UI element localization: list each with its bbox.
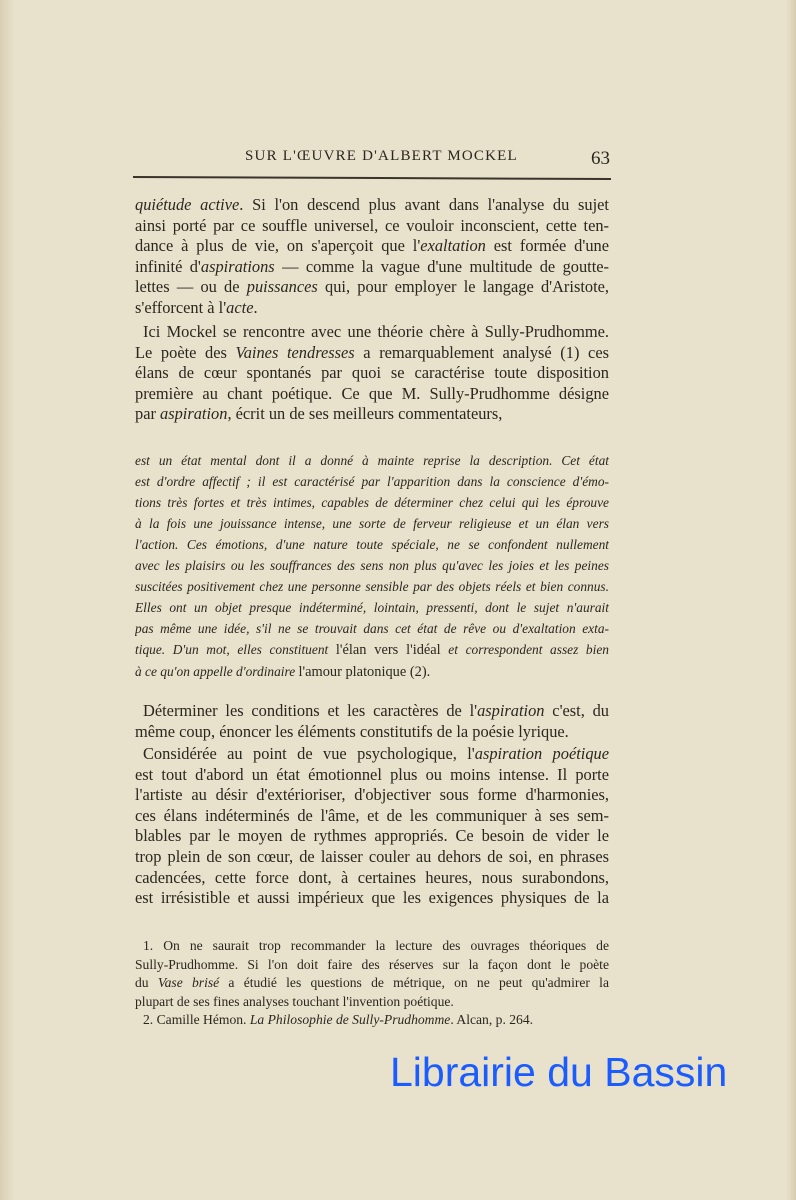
text-line [135, 195, 609, 216]
block-quotation [135, 450, 609, 683]
page-left-edge [0, 0, 14, 1200]
text-run: avec les plaisirs ou les souffrances des sens non plus qu'avec les joies et les peines [135, 558, 609, 573]
watermark-librairie-du-bassin: Librairie du Bassin [390, 1049, 728, 1095]
text-run: — comme la vague d'une multitude de goutte- [274, 256, 609, 276]
text-run: par [135, 404, 161, 424]
text-run: , écrit un de ses meilleurs commentateurs, [227, 404, 503, 424]
italic-text: exaltation [420, 236, 486, 256]
text-line [135, 974, 609, 993]
italic-text: Vaines tendresses [235, 342, 355, 362]
page-number: 63 [591, 148, 610, 169]
text-line [135, 216, 609, 237]
text-run: est un état mental dont il a donné à mainte reprise la description. Cet état [135, 453, 609, 468]
text-run: est tout d'abord un état émotionnel plus ou moins intense. Il porte [135, 764, 609, 784]
footnotes [135, 937, 609, 1030]
text-line [135, 937, 609, 956]
text-line [135, 492, 609, 513]
text-run: 2. Camille Hémon. [143, 1012, 250, 1028]
text-run: plupart de ses fines analyses touchant l'invention poétique. [135, 993, 454, 1009]
text-run: c'est, du [544, 701, 609, 720]
text-line [135, 744, 609, 765]
text-run: Sully-Prudhomme. Si l'on doit faire des réserves sur la façon dont le poète [135, 956, 609, 972]
text-run: première au chant poétique. Ce que M. Sully-Prudhomme désigne [135, 383, 609, 403]
italic-text: aspiration [160, 404, 228, 424]
text-line [135, 257, 609, 278]
text-line [135, 785, 609, 806]
text-run: l'élan vers l'idéal [335, 642, 441, 658]
text-run: Elles ont un objet presque indéterminé, lointain, pressenti, dont le sujet n'aurait [135, 600, 609, 615]
italic-text: Vase brisé [157, 975, 220, 991]
text-run: tique. D'un mot, elles constituent [135, 642, 336, 657]
text-run: cadencées, cette force dont, à certaines heures, nous surabondons, [135, 867, 609, 887]
text-line [135, 513, 609, 534]
text-line [135, 363, 609, 384]
paragraph-3 [135, 701, 609, 742]
text-run: l'artiste au désir d'extérioriser, d'objectiver sous forme d'harmonies, [135, 785, 609, 805]
text-run: . [253, 297, 258, 317]
text-line [135, 661, 609, 683]
text-line [135, 322, 609, 343]
italic-text: La Philosophie de Sully-Prudhomme [249, 1012, 451, 1028]
text-run: suscitées positivement chez une personne sensible par des objets réels et bien connus. [135, 579, 609, 594]
text-run: infinité d' [135, 256, 201, 276]
paragraph-2 [135, 322, 609, 425]
text-run: trop plein de son cœur, de laisser couler au dehors de soi, en phrases [135, 846, 609, 866]
text-run: est formée d'une [485, 236, 609, 256]
paragraph-1 [135, 195, 609, 319]
running-head: SUR L'ŒUVRE D'ALBERT MOCKEL [245, 148, 518, 164]
text-run: qui, pour employer le langage d'Aristote, [317, 277, 609, 297]
text-line [135, 298, 609, 319]
text-run: élans de cœur spontanés par quoi se caractérise toute disposition [135, 363, 609, 383]
text-line [135, 343, 609, 364]
text-run: pas même une idée, s'il ne se trouvait dans cet état de rêve ou d'exaltation exta- [135, 621, 609, 636]
italic-text: aspirations [200, 256, 275, 276]
page-right-edge [786, 0, 796, 1200]
text-run: même coup, énoncer les éléments constitutifs de la poésie lyrique. [135, 721, 569, 741]
italic-text: aspiration poétique [474, 744, 609, 763]
text-run: du [135, 975, 158, 991]
text-line [135, 597, 609, 618]
text-run: ces élans indéterminés de l'âme, et de les communiquer à ses sem- [135, 805, 609, 825]
italic-text: quiétude active [135, 195, 240, 214]
text-run: dance à plus de vie, on s'aperçoit que l' [135, 236, 421, 256]
text-run: . Si l'on descend plus avant dans l'analyse du sujet [239, 195, 609, 214]
text-run: ainsi porté par ce souffle universel, ce vouloir inconscient, cette ten- [135, 215, 609, 235]
text-run: a remarquablement analysé (1) ces [354, 342, 609, 362]
text-run: à la fois une jouissance intense, une sorte de ferveur religieuse et un élan vers [135, 516, 609, 531]
text-line [135, 765, 609, 786]
text-line [135, 576, 609, 597]
text-line [135, 639, 609, 661]
italic-text: acte [226, 297, 254, 317]
text-line [135, 868, 609, 889]
italic-text: puissances [246, 277, 318, 297]
text-run: a étudié les questions de métrique, on ne peut qu'admirer la [219, 975, 609, 991]
text-line [135, 384, 609, 405]
text-run: tions très fortes et très intimes, capables de déterminer chez celui qui les éprouve [135, 495, 609, 510]
text-line [135, 847, 609, 868]
text-run: lettes — ou de [135, 277, 247, 297]
text-line [135, 236, 609, 257]
text-run: l'amour platonique (2). [298, 664, 431, 680]
text-run: à ce qu'on appelle d'ordinaire [135, 664, 299, 679]
text-line [135, 722, 609, 743]
paragraph-4 [135, 744, 609, 909]
text-line [135, 826, 609, 847]
text-line [135, 555, 609, 576]
text-run: l'action. Ces émotions, d'une nature toute spéciale, ne se confondent nullement [135, 537, 609, 552]
text-run: Considérée au point de vue psychologique, l' [143, 744, 475, 763]
text-line [135, 277, 609, 298]
text-line [135, 888, 609, 909]
text-line [135, 806, 609, 827]
text-run: blables par le moyen de rythmes appropriés. Ce besoin de vider le [135, 826, 609, 846]
text-run: Déterminer les conditions et les caractères de l' [143, 701, 478, 720]
italic-text: aspiration [477, 701, 545, 720]
text-line [135, 701, 609, 722]
text-line [135, 450, 609, 471]
text-run: est d'ordre affectif ; il est caractérisé par l'apparition dans la conscience d'émo- [135, 474, 609, 489]
text-run: s'efforcent à l' [135, 297, 227, 317]
text-run: Ici Mockel se rencontre avec une théorie chère à Sully-Prudhomme. [143, 322, 609, 341]
text-run: et correspondent assez bien [440, 642, 609, 657]
text-line [135, 993, 609, 1012]
text-run: Le poète des [135, 342, 236, 362]
text-run: 1. On ne saurait trop recommander la lecture des ouvrages théoriques de [143, 938, 609, 953]
text-line [135, 956, 609, 975]
text-line [135, 534, 609, 555]
header-rule [133, 176, 611, 180]
text-line [135, 618, 609, 639]
text-line [135, 1011, 609, 1030]
text-line [135, 404, 609, 425]
text-line [135, 471, 609, 492]
text-run: . Alcan, p. 264. [450, 1012, 534, 1028]
text-run: est irrésistible et aussi impérieux que les exigences physiques de la [135, 888, 609, 908]
